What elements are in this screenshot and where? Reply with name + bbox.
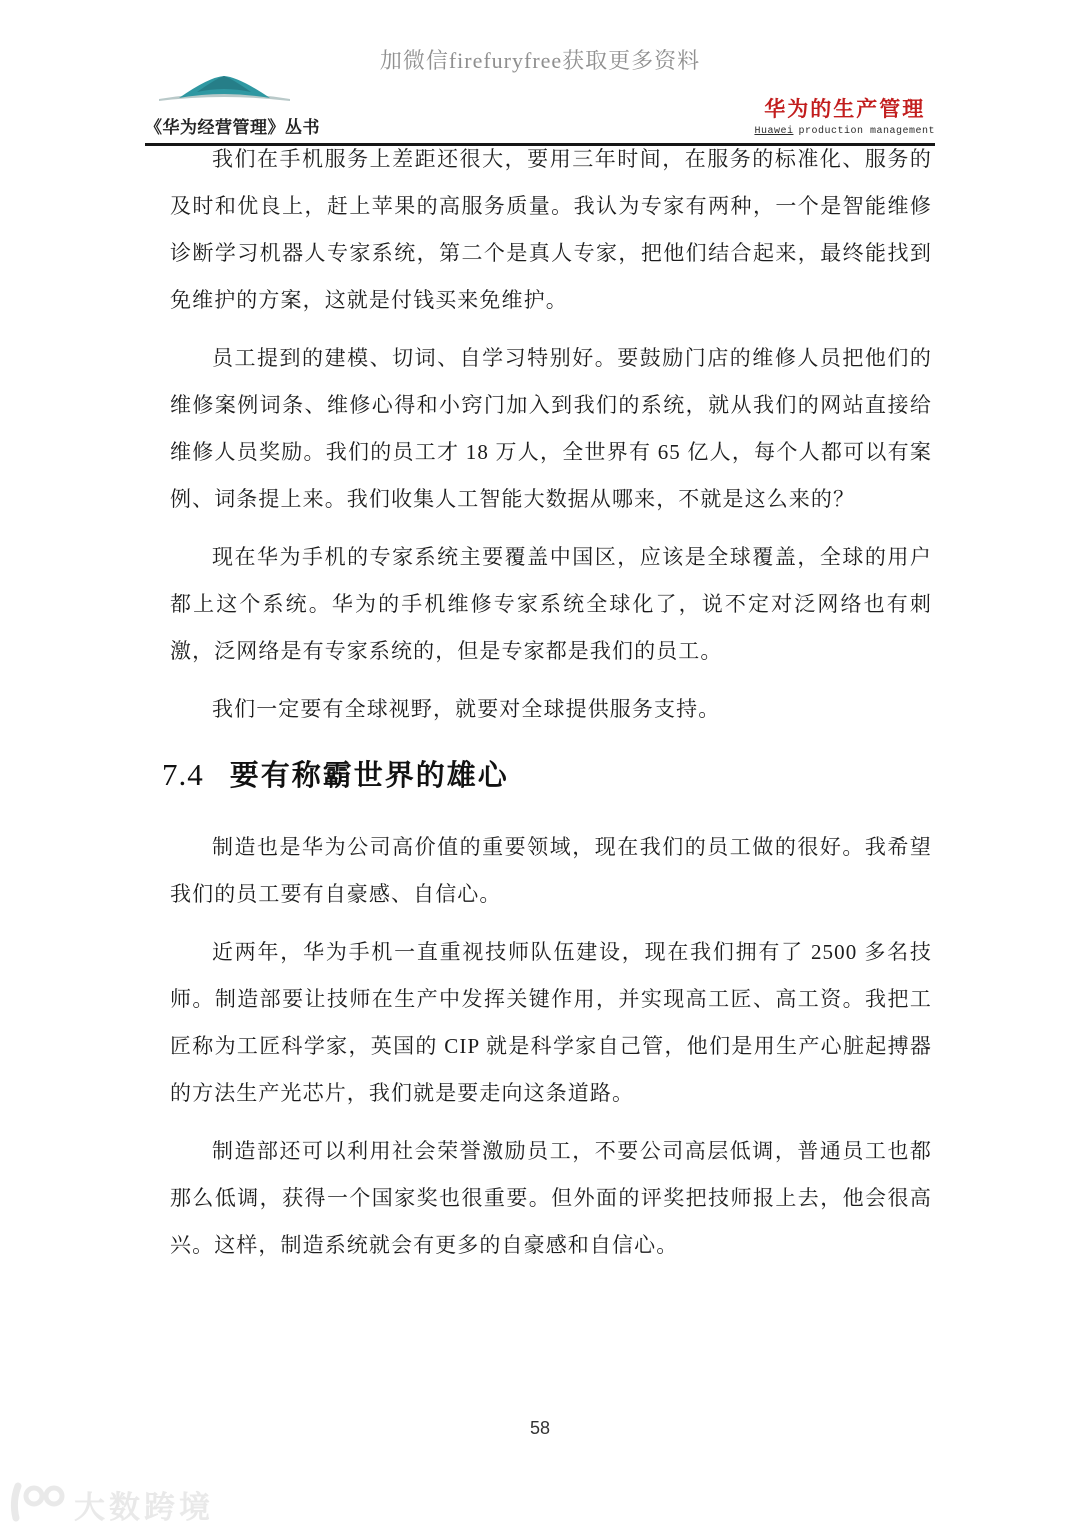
section-title: 要有称霸世界的雄心 — [229, 760, 509, 792]
book-subtitle-rest: production management — [798, 126, 935, 137]
paragraph: 制造也是华为公司高价值的重要领域，现在我们的员工做的很好。我希望我们的员工要有自豪感、自信心。 — [170, 835, 932, 906]
page-header — [145, 68, 935, 146]
bottom-watermark — [8, 1480, 214, 1529]
page-content — [162, 136, 932, 1280]
top-watermark-text: 加微信firefuryfree获取更多资料 — [379, 48, 701, 73]
paragraph: 现在华为手机的专家系统主要覆盖中国区，应该是全球覆盖，全球的用户都上这个系统。华为的手机维修专家系统全球化了，说不定对泛网络也有刺激，泛网络是有专家系统的，但是专家都是我们的员工。 — [170, 545, 932, 663]
series-title: 《华为经营管理》丛书 — [145, 118, 320, 137]
paragraph: 近两年，华为手机一直重视技师队伍建设，现在我们拥有了 2500 多名技师。制造部要让技师在生产中发挥关键作用，并实现高工匠、高工资。我把工匠称为工匠科学家，英国的 CIP 就是科学家自己管，他们是用生产心脏起搏器的方法生产光芯片，我们就是要走向这条道路。 — [170, 940, 932, 1105]
book-title: 华为的生产管理 — [764, 98, 926, 121]
paragraph: 制造部还可以利用社会荣誉激励员工，不要公司高层低调，普通员工也都那么低调，获得一个国家奖也很重要。但外面的评奖把技师报上去，他会很高兴。这样，制造系统就会有更多的自豪感和自信心。 — [170, 1139, 932, 1257]
section-number: 7.4 — [162, 757, 204, 792]
paragraph: 员工提到的建模、切词、自学习特别好。要鼓励门店的维修人员把他们的维修案例词条、维修心得和小窍门加入到我们的系统，就从我们的网站直接给维修人员奖励。我们的员工才 18 万人，全世界有 65 亿人，每个人都可以有案例、词条提上来。我们收集人工智能大数据从哪来，不就是这么来的？ — [170, 346, 932, 511]
paragraph: 我们在手机服务上差距还很大，要用三年时间，在服务的标准化、服务的及时和优良上，赶上苹果的高服务质量。我认为专家有两种，一个是智能维修诊断学习机器人专家系统，第二个是真人专家，把他们结合起来，最终能找到免维护的方案，这就是付钱买来免维护。 — [170, 147, 932, 312]
dashu-logo-icon — [8, 1480, 66, 1529]
mountain-logo-icon — [157, 68, 292, 111]
bottom-watermark-text: 大数跨境 — [74, 1490, 214, 1525]
book-subtitle-word1: Huawei — [754, 126, 794, 137]
page-number: 58 — [529, 1418, 551, 1438]
header-book-block — [754, 93, 935, 138]
paragraph: 我们一定要有全球视野，就要对全球提供服务支持。 — [212, 697, 721, 721]
header-series-block — [145, 68, 320, 138]
section-heading — [162, 753, 932, 794]
